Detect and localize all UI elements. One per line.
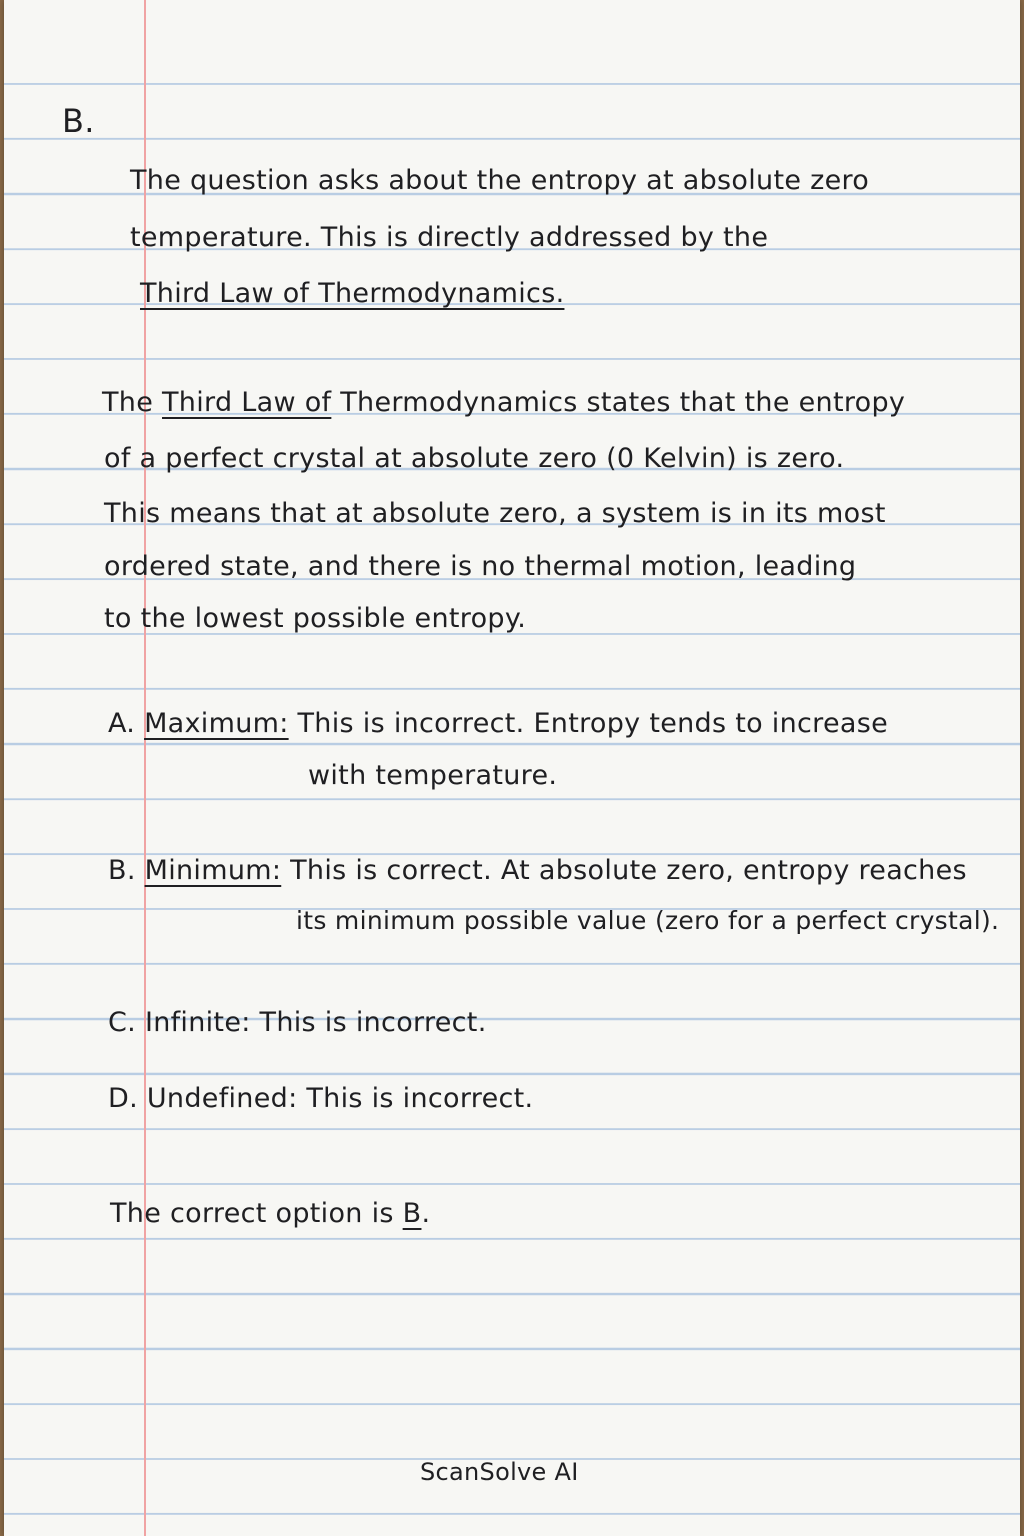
explanation-line-1 bbox=[102, 387, 905, 418]
option-c-text: This is incorrect. bbox=[259, 1007, 487, 1038]
option-b-line-1 bbox=[108, 855, 967, 886]
explanation-highlight: Third Law of bbox=[162, 387, 332, 418]
option-d-term: Undefined: bbox=[146, 1083, 298, 1114]
option-b-line-2: its minimum possible value (zero for a perfect crystal). bbox=[296, 906, 1000, 935]
conclusion-answer: B bbox=[402, 1198, 422, 1229]
explanation-line-2: of a perfect crystal at absolute zero (0 Kelvin) is zero. bbox=[104, 443, 845, 474]
notebook-paper bbox=[4, 0, 1020, 1536]
option-a-text: This is incorrect. Entropy tends to increase bbox=[297, 708, 889, 739]
option-c-term: Infinite: bbox=[144, 1007, 251, 1038]
option-d-letter: D. bbox=[108, 1083, 138, 1114]
law-title: Third Law of Thermodynamics. bbox=[140, 278, 565, 309]
option-b-term: Minimum: bbox=[144, 855, 282, 886]
explanation-line-5: to the lowest possible entropy. bbox=[104, 603, 527, 634]
intro-line-2: temperature. This is directly addressed by the bbox=[130, 222, 769, 253]
conclusion bbox=[110, 1198, 430, 1229]
option-a-letter: A. bbox=[108, 708, 136, 739]
explanation-rest: Thermodynamics states that the entropy bbox=[340, 387, 906, 418]
conclusion-text: The correct option is bbox=[110, 1198, 394, 1229]
explanation-line-3: This means that at absolute zero, a system is in its most bbox=[104, 498, 886, 529]
option-a-line-1 bbox=[108, 708, 888, 739]
option-b-text: This is correct. At absolute zero, entropy reaches bbox=[290, 855, 967, 886]
footer-brand: ScanSolve AI bbox=[420, 1458, 579, 1486]
option-d bbox=[108, 1083, 533, 1114]
explanation-line-4: ordered state, and there is no thermal motion, leading bbox=[104, 551, 857, 582]
conclusion-period: . bbox=[421, 1198, 431, 1229]
option-c-letter: C. bbox=[108, 1007, 137, 1038]
intro-line-1: The question asks about the entropy at absolute zero bbox=[130, 165, 870, 196]
answer-header: B. bbox=[62, 102, 95, 140]
option-d-text: This is incorrect. bbox=[306, 1083, 534, 1114]
option-a-line-2: with temperature. bbox=[308, 760, 558, 791]
option-c bbox=[108, 1007, 487, 1038]
explanation-prefix: The bbox=[102, 387, 154, 418]
option-b-letter: B. bbox=[108, 855, 136, 886]
option-a-term: Maximum: bbox=[144, 708, 289, 739]
